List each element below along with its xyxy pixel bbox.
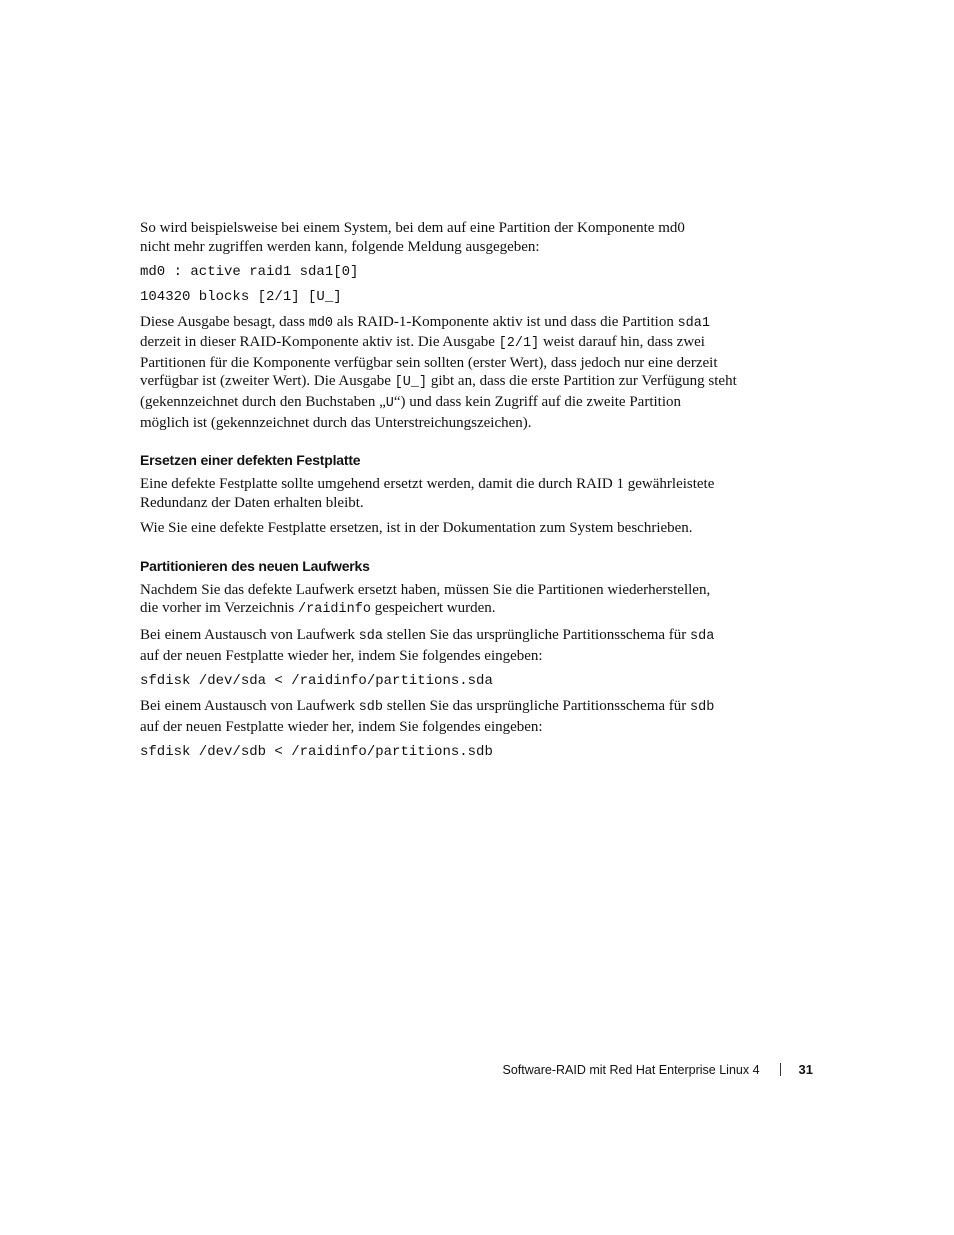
footer-separator bbox=[780, 1063, 781, 1076]
replace-paragraph-1 bbox=[140, 475, 760, 512]
text: möglich ist (gekennzeichnet durch das Unterstreichungszeichen). bbox=[140, 414, 532, 431]
inline-code: [2/1] bbox=[498, 336, 540, 352]
partition-paragraph-sda bbox=[140, 626, 760, 665]
text: gespeichert wurden. bbox=[370, 600, 496, 617]
text: auf der neuen Festplatte wieder her, indem Sie folgendes eingeben: bbox=[140, 718, 543, 735]
inline-code: sda1 bbox=[677, 315, 710, 331]
text: weist darauf hin, dass zwei bbox=[539, 334, 705, 351]
text: gibt an, dass die erste Partition zur Verfügung steht bbox=[427, 373, 737, 390]
page-content bbox=[140, 219, 760, 768]
text: Nachdem Sie das defekte Laufwerk ersetzt haben, müssen Sie die Partitionen wiederherstellen, bbox=[140, 581, 711, 598]
inline-code: U bbox=[385, 396, 394, 412]
text: die vorher im Verzeichnis bbox=[140, 600, 299, 617]
code-line-md0-status: md0 : active raid1 sda1[0] bbox=[140, 263, 359, 280]
text: “) und dass kein Zugriff auf die zweite Partition bbox=[393, 394, 681, 411]
text: Redundanz der Daten erhalten bleibt. bbox=[140, 494, 364, 511]
code-line-sfdisk-sdb: sfdisk /dev/sdb < /raidinfo/partitions.sdb bbox=[140, 743, 493, 760]
intro-line-1: So wird beispielsweise bei einem System, bei dem auf eine Partition der Komponente md0 bbox=[140, 220, 685, 236]
text: Eine defekte Festplatte sollte umgehend ersetzt werden, damit die durch RAID 1 gewährleistete bbox=[140, 476, 715, 493]
text: (gekennzeichnet durch den Buchstaben „ bbox=[140, 394, 386, 411]
partition-paragraph-1 bbox=[140, 581, 760, 620]
inline-code: sdb bbox=[358, 699, 384, 715]
text: verfügbar ist (zweiter Wert). Die Ausgabe bbox=[140, 373, 395, 390]
text: Bei einem Austausch von Laufwerk bbox=[140, 697, 359, 714]
code-line-blocks: 104320 blocks [2/1] [U_] bbox=[140, 288, 342, 305]
page-number: 31 bbox=[798, 1062, 813, 1077]
section-heading-replace-disk: Ersetzen einer defekten Festplatte bbox=[140, 452, 361, 469]
intro-line-2: nicht mehr zugriffen werden kann, folgende Meldung ausgegeben: bbox=[140, 238, 540, 255]
inline-code: sda bbox=[690, 629, 715, 645]
text: derzeit in dieser RAID-Komponente aktiv ist. Die Ausgabe bbox=[140, 334, 499, 351]
inline-code: /raidinfo bbox=[298, 602, 371, 618]
inline-code: md0 bbox=[308, 315, 334, 331]
intro-paragraph bbox=[140, 219, 760, 256]
inline-code: sdb bbox=[690, 699, 715, 715]
page-footer bbox=[502, 1062, 813, 1077]
text: als RAID-1-Komponente aktiv ist und dass die Partition bbox=[333, 313, 678, 330]
explanation-paragraph bbox=[140, 313, 760, 433]
text: Partitionen für die Komponente verfügbar sein sollten (erster Wert), dass jedoch nur eine derzeit bbox=[140, 354, 718, 371]
partition-paragraph-sdb bbox=[140, 697, 760, 736]
text: auf der neuen Festplatte wieder her, indem Sie folgendes eingeben: bbox=[140, 647, 543, 664]
text: stellen Sie das ursprüngliche Partitionsschema für bbox=[383, 627, 691, 644]
footer-title: Software-RAID mit Red Hat Enterprise Linux 4 bbox=[502, 1062, 760, 1077]
text: Diese Ausgabe besagt, dass bbox=[140, 313, 309, 330]
inline-code: [U_] bbox=[394, 375, 428, 391]
text: stellen Sie das ursprüngliche Partitionsschema für bbox=[383, 697, 691, 714]
code-line-sfdisk-sda: sfdisk /dev/sda < /raidinfo/partitions.sda bbox=[140, 672, 493, 689]
inline-code: sda bbox=[358, 629, 384, 645]
text: Bei einem Austausch von Laufwerk bbox=[140, 627, 359, 644]
section-heading-partitioning: Partitionieren des neuen Laufwerks bbox=[140, 557, 370, 574]
replace-paragraph-2: Wie Sie eine defekte Festplatte ersetzen, ist in der Dokumentation zum System beschrieben. bbox=[140, 519, 693, 536]
